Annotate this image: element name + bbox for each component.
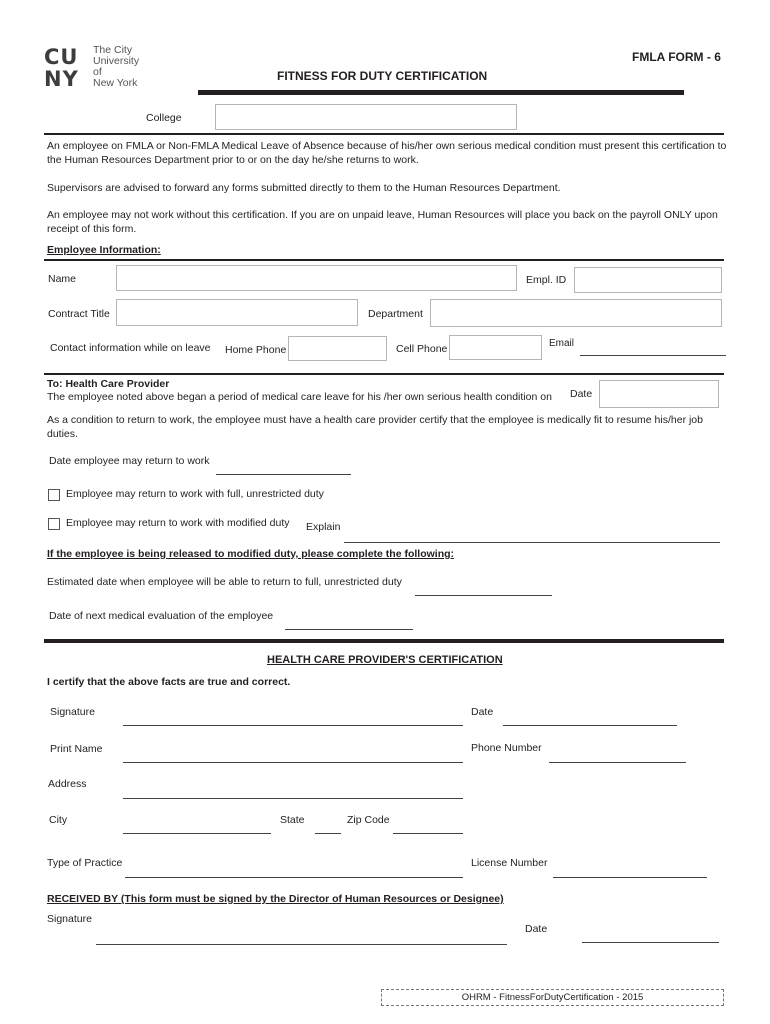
footer-form-code: OHRM - FitnessForDutyCertification - 2015 <box>381 989 724 1006</box>
received-date-label: Date <box>525 923 548 935</box>
full-duty-label: Employee may return to work with full, unrestricted duty <box>66 488 324 500</box>
contract-title-label: Contract Title <box>48 308 110 320</box>
logo-line-3: of <box>93 66 102 78</box>
form-title: FITNESS FOR DUTY CERTIFICATION <box>277 69 488 83</box>
print-name-label: Print Name <box>50 743 103 755</box>
estimated-date-label: Estimated date when employee will be able to return to full, unrestricted duty <box>47 576 402 588</box>
leave-start-text: The employee noted above began a period of medical care leave for his /her own serious health condition on <box>47 391 552 403</box>
cell-phone-label: Cell Phone <box>396 343 448 355</box>
city-field[interactable] <box>123 833 271 834</box>
received-date-field[interactable] <box>582 942 719 943</box>
home-phone-label: Home Phone <box>225 344 287 356</box>
address-field[interactable] <box>123 798 463 799</box>
received-signature-label: Signature <box>47 913 92 925</box>
phone-number-label: Phone Number <box>471 742 542 754</box>
name-label: Name <box>48 273 77 285</box>
title-rule <box>198 90 684 95</box>
intro-paragraph-1: An employee on FMLA or Non-FMLA Medical Leave of Absence because of his/her own serious medical condition must present this certification to the Human Resources Department prior to or on the day he/she returns to work. <box>47 140 727 166</box>
employee-info-heading: Employee Information: <box>47 244 161 256</box>
phone-number-field[interactable] <box>549 762 686 763</box>
intro-paragraph-2: Supervisors are advised to forward any forms submitted directly to them to the Human Resources Department. <box>47 182 561 194</box>
license-number-label: License Number <box>471 857 548 869</box>
certification-statement: I certify that the above facts are true and correct. <box>47 676 291 688</box>
received-signature-field[interactable] <box>96 944 507 945</box>
employee-divider <box>44 259 724 261</box>
contract-title-field[interactable] <box>116 299 358 326</box>
cert-signature-field[interactable] <box>123 725 463 726</box>
logo-line-2: University <box>93 55 140 67</box>
leave-date-field[interactable] <box>599 380 719 408</box>
condition-text: As a condition to return to work, the employee must have a health care provider certify that the employee is medically fit to resume his/her job duties. <box>47 414 703 440</box>
intro-paragraph-3: An employee may not work without this certification. If you are on unpaid leave, Human Resources will place you back on the payroll ONLY upon receipt of this form. <box>47 209 718 235</box>
type-of-practice-field[interactable] <box>125 877 463 878</box>
state-field[interactable] <box>315 833 341 834</box>
logo-mark-top: CU <box>44 45 79 69</box>
provider-divider <box>44 373 724 375</box>
next-eval-label: Date of next medical evaluation of the employee <box>49 610 274 622</box>
state-label: State <box>280 814 305 826</box>
cell-phone-field[interactable] <box>449 335 542 360</box>
department-label: Department <box>368 308 423 320</box>
leave-date-label: Date <box>570 388 593 400</box>
received-by-heading: RECEIVED BY (This form must be signed by the Director of Human Resources or Designee) <box>47 893 504 905</box>
email-label: Email <box>549 338 575 349</box>
modified-duty-checkbox[interactable] <box>48 518 60 530</box>
certification-rule <box>44 639 724 643</box>
next-eval-field[interactable] <box>285 629 413 630</box>
logo-line-1: The City <box>93 44 133 56</box>
cuny-logo-text <box>93 45 139 89</box>
zip-code-label: Zip Code <box>347 814 390 826</box>
cuny-logo-mark <box>44 46 79 90</box>
cert-signature-label: Signature <box>50 706 95 718</box>
header-divider <box>44 133 724 135</box>
logo-mark-bottom: NY <box>44 67 79 91</box>
address-label: Address <box>48 778 87 790</box>
form-number: FMLA FORM - 6 <box>632 50 721 64</box>
type-of-practice-label: Type of Practice <box>47 857 123 869</box>
city-label: City <box>49 814 68 826</box>
return-date-label: Date employee may return to work <box>49 455 210 467</box>
zip-code-field[interactable] <box>393 833 463 834</box>
modified-duty-label: Employee may return to work with modified duty <box>66 517 290 529</box>
provider-heading: To: Health Care Provider <box>47 378 170 390</box>
college-field[interactable] <box>215 104 517 130</box>
empl-id-label: Empl. ID <box>526 274 567 286</box>
explain-field[interactable] <box>344 542 720 543</box>
home-phone-field[interactable] <box>288 336 387 361</box>
logo-line-4: New York <box>93 77 138 89</box>
name-field[interactable] <box>116 265 517 291</box>
print-name-field[interactable] <box>123 762 463 763</box>
email-field[interactable] <box>580 355 726 356</box>
cert-date-field[interactable] <box>503 725 677 726</box>
estimated-date-field[interactable] <box>415 595 552 596</box>
empl-id-field[interactable] <box>574 267 722 293</box>
explain-label: Explain <box>306 521 341 533</box>
department-field[interactable] <box>430 299 722 327</box>
return-date-field[interactable] <box>216 474 351 475</box>
certification-heading: HEALTH CARE PROVIDER'S CERTIFICATION <box>267 654 503 666</box>
contact-label: Contact information while on leave <box>50 342 211 354</box>
modified-duty-heading: If the employee is being released to modified duty, please complete the following: <box>47 548 455 560</box>
cert-date-label: Date <box>471 706 494 718</box>
full-duty-checkbox[interactable] <box>48 489 60 501</box>
college-label: College <box>146 112 182 124</box>
license-number-field[interactable] <box>553 877 707 878</box>
